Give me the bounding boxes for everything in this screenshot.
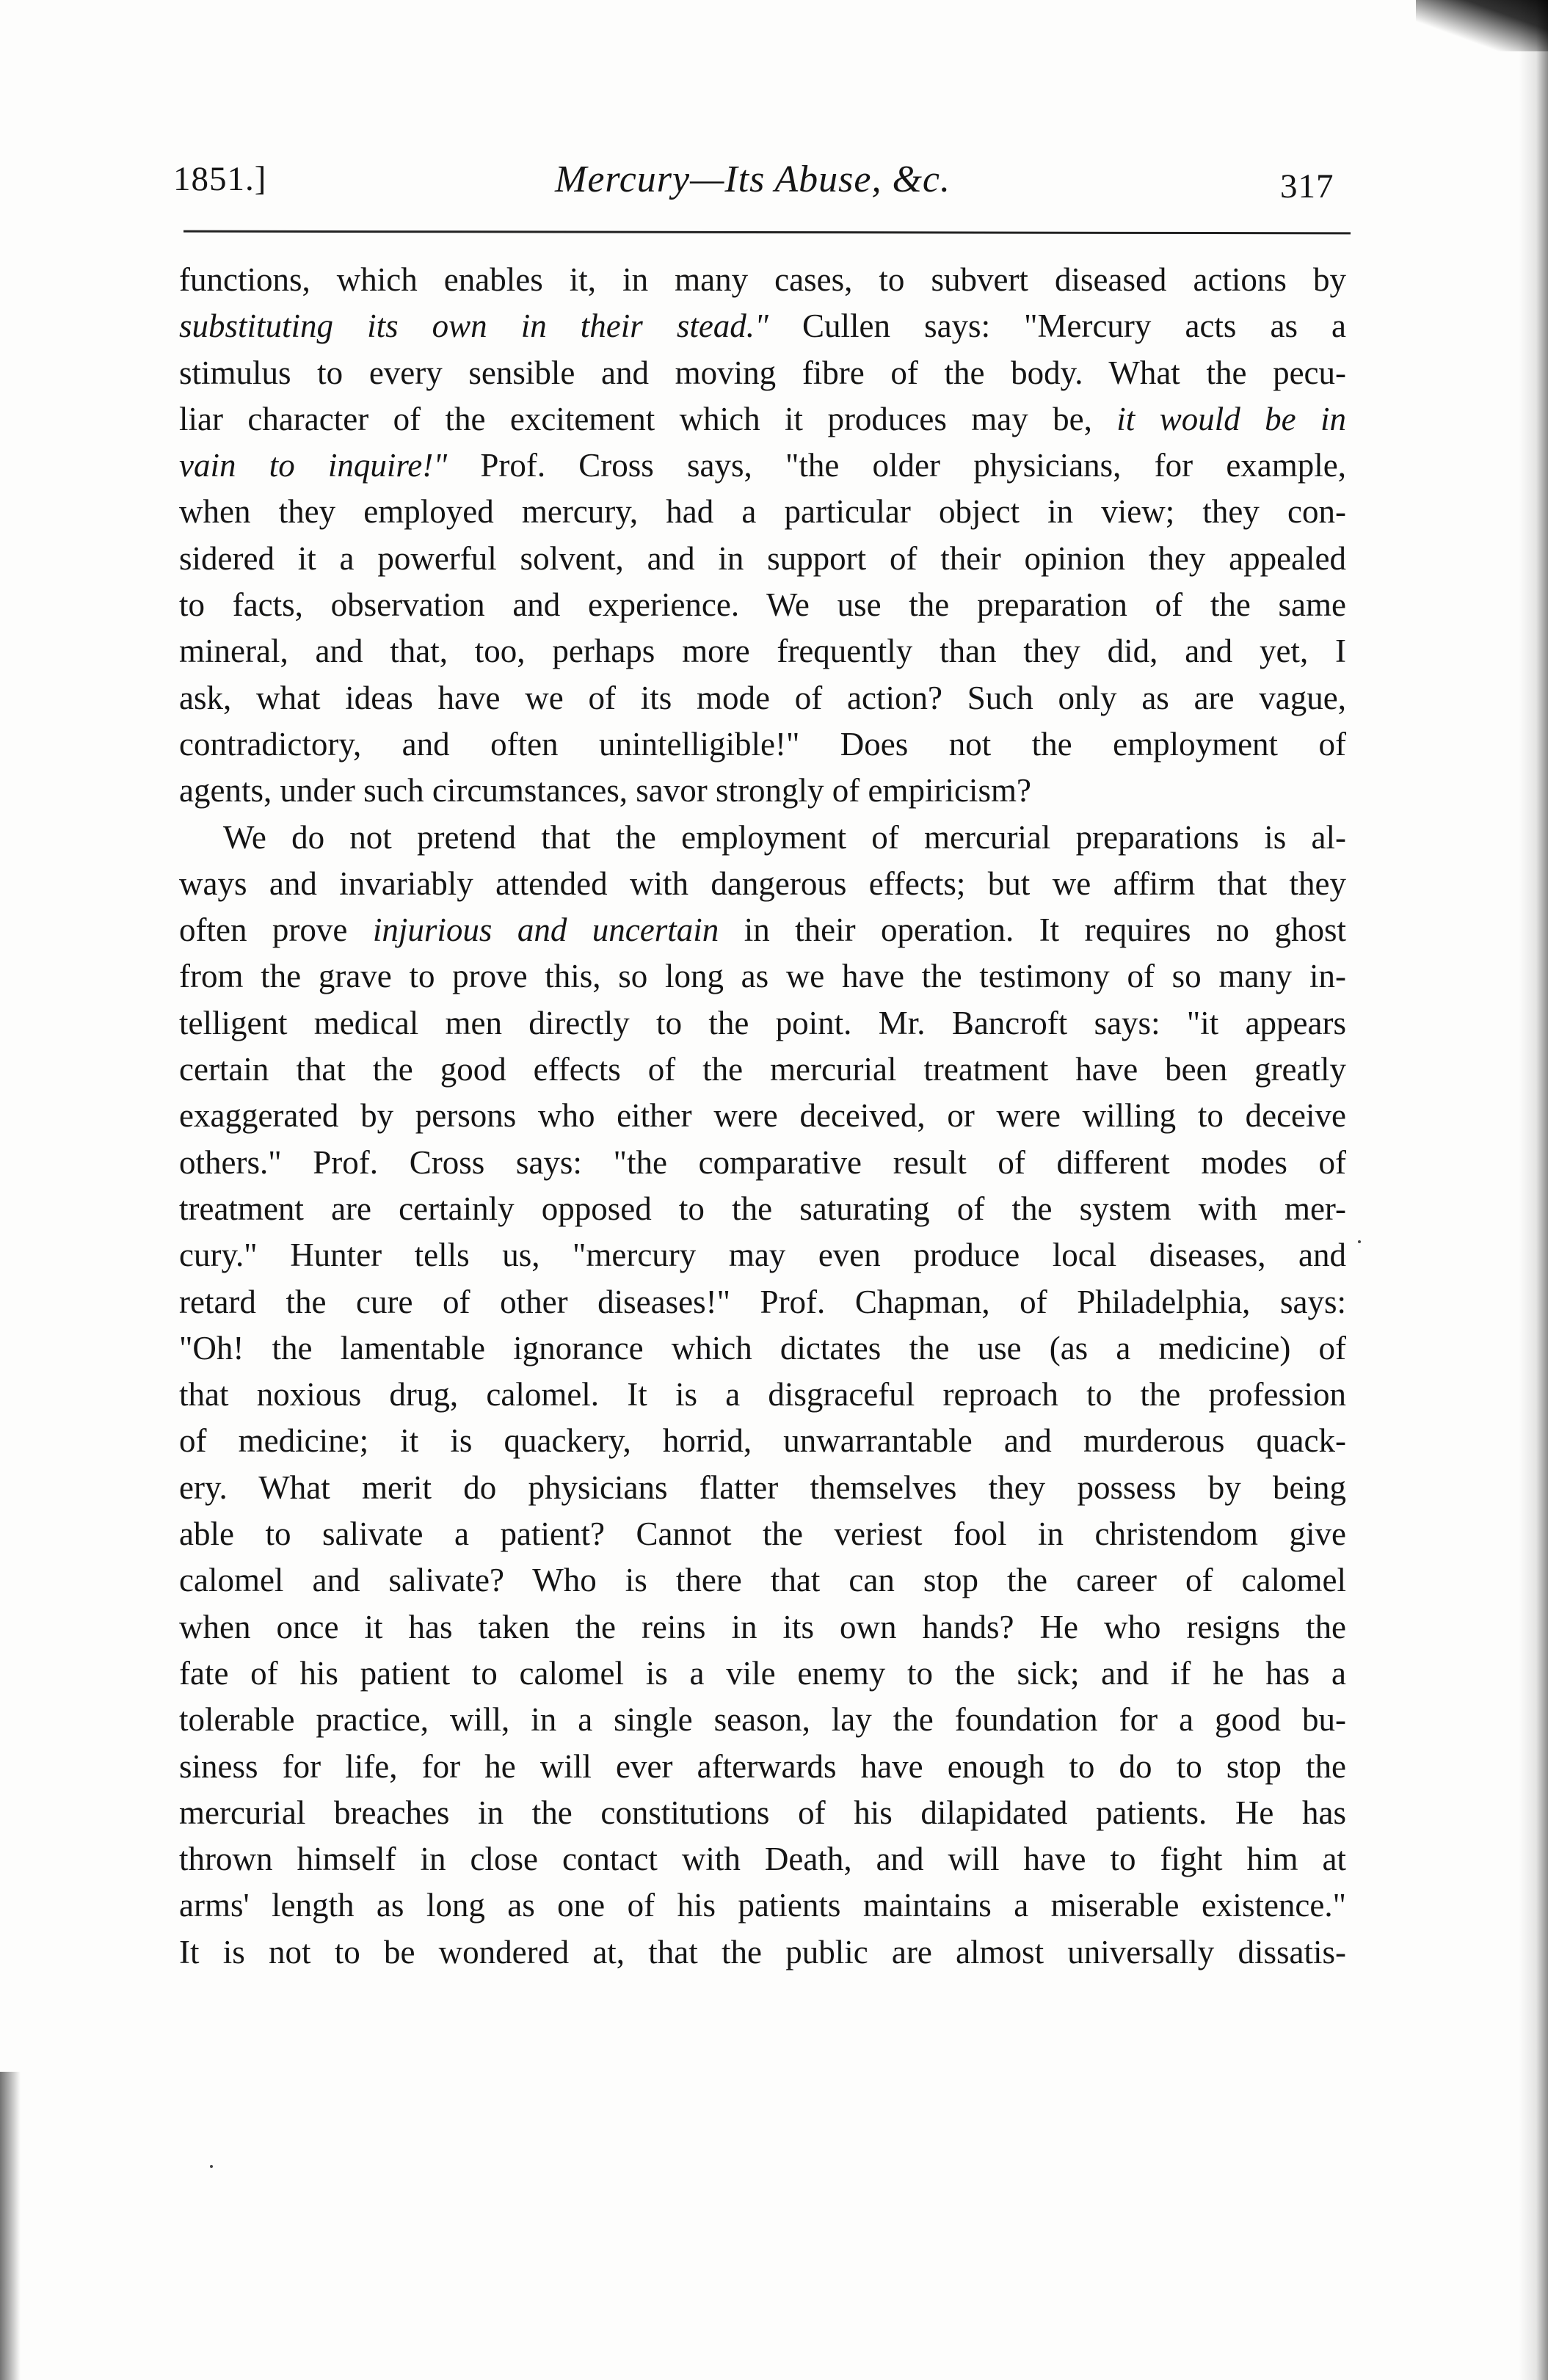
- text-line: that noxious drug, calomel. It is a disgraceful reproach to the profession: [179, 1376, 1346, 1413]
- text-line: tolerable practice, will, in a single season, lay the foundation for a good bu-: [179, 1701, 1346, 1739]
- text-line: contradictory, and often unintelligible!" Does not the employment of: [179, 725, 1346, 763]
- running-header: [173, 150, 1348, 216]
- text-line: It is not to be wondered at, that the public are almost universally dissatis-: [179, 1933, 1346, 1970]
- text-line: able to salivate a patient? Cannot the veriest fool in christendom give: [179, 1515, 1346, 1553]
- text-line: thrown himself in close contact with Death, and will have to fight him at: [179, 1841, 1346, 1878]
- text-line: ways and invariably attended with dangerous effects; but we affirm that they: [179, 865, 1346, 902]
- header-title: Mercury—Its Abuse, &c.: [555, 159, 951, 200]
- text-line: cury." Hunter tells us, "mercury may even produce local diseases, and: [179, 1237, 1346, 1274]
- text-line: functions, which enables it, in many cases, to subvert diseased actions by: [179, 261, 1346, 298]
- text-line: telligent medical men directly to the point. Mr. Bancroft says: "it appears: [179, 1004, 1346, 1041]
- text-line: treatment are certainly opposed to the saturating of the system with mer-: [179, 1190, 1346, 1227]
- text-line: when once it has taken the reins in its own hands? He who resigns the: [179, 1608, 1346, 1645]
- text-line: substituting its own in their stead." Cullen says: "Mercury acts as a: [179, 307, 1346, 345]
- text-line: siness for life, for he will ever afterwards have enough to do to stop the: [179, 1747, 1346, 1785]
- scan-speck: [1358, 1240, 1361, 1243]
- text-line: of medicine; it is quackery, horrid, unwarrantable and murderous quack-: [179, 1422, 1346, 1460]
- text-line: "Oh! the lamentable ignorance which dictates the use (as a medicine) of: [179, 1329, 1346, 1367]
- text-line: vain to inquire!" Prof. Cross says, "the older physicians, for example,: [179, 447, 1346, 484]
- text-line: exaggerated by persons who either were deceived, or were willing to deceive: [179, 1097, 1346, 1135]
- header-year: 1851.]: [173, 160, 267, 198]
- text-line: ery. What merit do physicians flatter themselves they possess by being: [179, 1469, 1346, 1506]
- header-rule: [183, 230, 1351, 235]
- scan-speck: [210, 2165, 213, 2168]
- italic-run: injurious and uncertain: [372, 911, 719, 949]
- text-line: retard the cure of other diseases!" Prof. Chapman, of Philadelphia, says:: [179, 1283, 1346, 1320]
- text-line: from the grave to prove this, so long as we have the testimony of so many in-: [179, 958, 1346, 995]
- text-line: arms' length as long as one of his patients maintains a miserable existence.": [179, 1887, 1346, 1924]
- text-line: We do not pretend that the employment of mercurial preparations is al-: [223, 818, 1346, 856]
- text-line: sidered it a powerful solvent, and in support of their opinion they appealed: [179, 539, 1346, 577]
- text-line: calomel and salivate? Who is there that can stop the career of calomel: [179, 1562, 1346, 1599]
- italic-run: substituting its own in their stead.": [179, 307, 768, 345]
- italic-run: it would be in: [1116, 400, 1346, 437]
- italic-run: vain to inquire!": [179, 447, 448, 484]
- text-line: agents, under such circumstances, savor strongly of empiricism?: [179, 772, 1031, 809]
- text-line: mercurial breaches in the constitutions of his dilapidated patients. He has: [179, 1794, 1346, 1831]
- text-line: ask, what ideas have we of its mode of action? Such only as are vague,: [179, 679, 1346, 716]
- page-number: 317: [1280, 167, 1334, 205]
- text-line: mineral, and that, too, perhaps more frequently than they did, and yet, I: [179, 633, 1346, 670]
- page-binding-shadow: [0, 2072, 21, 2380]
- text-line: stimulus to every sensible and moving fibre of the body. What the pecu-: [179, 354, 1346, 391]
- text-line: when they employed mercury, had a particular object in view; they con-: [179, 493, 1346, 531]
- text-line: often prove injurious and uncertain in their operation. It requires no ghost: [179, 911, 1346, 949]
- text-line: to facts, observation and experience. We use the preparation of the same: [179, 586, 1346, 624]
- body-text: [179, 257, 1346, 1976]
- text-line: liar character of the excitement which it produces may be, it would be in: [179, 400, 1346, 437]
- text-line: certain that the good effects of the mercurial treatment have been greatly: [179, 1051, 1346, 1088]
- text-line: fate of his patient to calomel is a vile enemy to the sick; and if he has a: [179, 1654, 1346, 1692]
- page-edge-shadow: [1519, 0, 1548, 2380]
- text-line: others." Prof. Cross says: "the comparative result of different modes of: [179, 1143, 1346, 1181]
